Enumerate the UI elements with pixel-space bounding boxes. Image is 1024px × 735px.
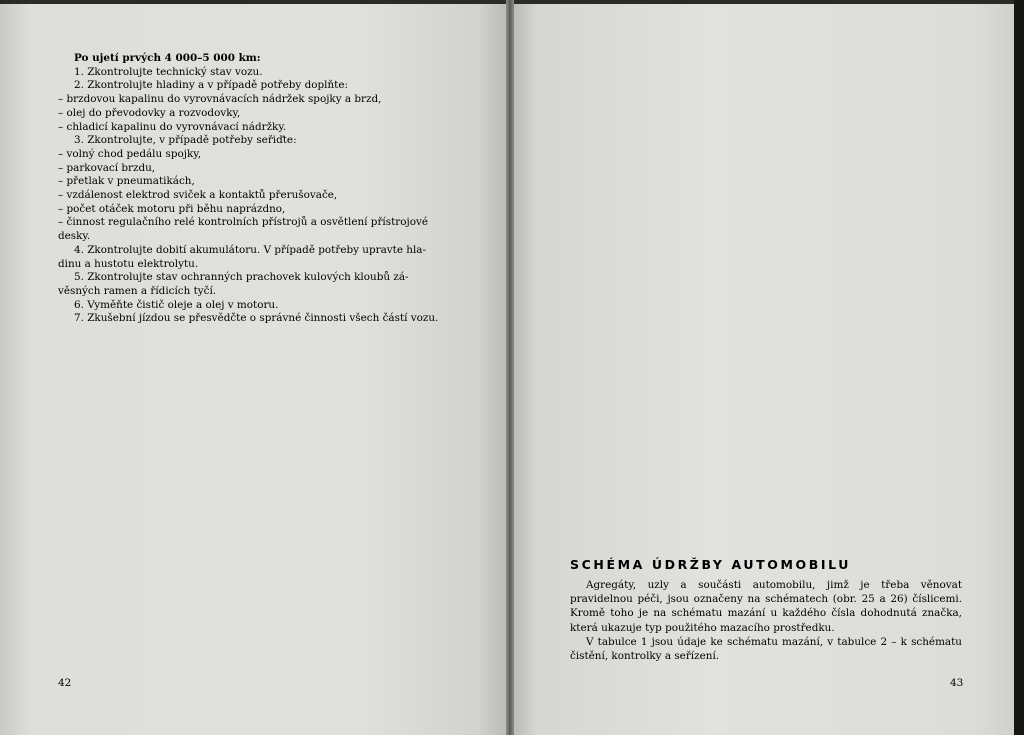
- maintenance-checklist: [58, 52, 468, 326]
- checklist-line: 1. Zkontrolujte technický stav vozu.: [74, 65, 263, 78]
- checklist-heading: Po ujetí prvých 4 000–5 000 km:: [74, 52, 261, 64]
- section-body: [570, 578, 962, 663]
- section-title: SCHÉMA ÚDRŽBY AUTOMOBILU: [570, 557, 852, 572]
- checklist-line: věsných ramen a řídicích tyčí.: [58, 284, 217, 297]
- checklist-line: – vzdálenost elektrod sviček a kontaktů přerušovače,: [58, 189, 338, 202]
- book-gutter: [506, 0, 514, 735]
- checklist-line: – olej do převodovky a rozvodovky,: [58, 106, 241, 119]
- checklist-line: – přetlak v pneumatikách,: [58, 175, 195, 188]
- section-paragraph: V tabulce 1 jsou údaje ke schématu mazání, v tabulce 2 – k schématu čistění, kontrolky a seřízení.: [570, 635, 962, 663]
- checklist-line: – činnost regulačního relé kontrolních přístrojů a osvětlení přístrojové: [58, 216, 428, 229]
- checklist-line: 6. Vyměňte čistič oleje a olej v motoru.: [74, 298, 279, 311]
- checklist-line: 5. Zkontrolujte stav ochranných prachovek kulových kloubů zá-: [74, 271, 409, 284]
- checklist-line: 4. Zkontrolujte dobití akumulátoru. V případě potřeby upravte hla-: [74, 243, 427, 256]
- page-number-left: 42: [58, 677, 72, 689]
- checklist-line: – chladicí kapalinu do vyrovnávací nádržky.: [58, 120, 287, 133]
- checklist-line: – počet otáček motoru při běhu naprázdno,: [58, 202, 286, 215]
- section-paragraph: Agregáty, uzly a součásti automobilu, jimž je třeba věnovat pravidelnou péči, jsou označeny na schématech (obr. 25 a 26) číslicemi. Kromě toho je na schématu mazání u každého čísla dohodnutá značka, která ukazuje typ použitého mazacího prostředku.: [570, 579, 962, 634]
- checklist-line: dinu a hustotu elektrolytu.: [58, 257, 199, 270]
- page-edge: [1014, 0, 1024, 735]
- checklist-line: 7. Zkušební jízdou se přesvědčte o správné činnosti všech částí vozu.: [74, 312, 439, 325]
- page-number-right: 43: [950, 677, 964, 689]
- checklist-line: desky.: [58, 230, 91, 243]
- checklist-line: 2. Zkontrolujte hladiny a v případě potřeby doplňte:: [74, 79, 348, 92]
- checklist-line: – brzdovou kapalinu do vyrovnávacích nádržek spojky a brzd,: [58, 93, 382, 106]
- checklist-line: – volný chod pedálu spojky,: [58, 147, 202, 160]
- checklist-line: 3. Zkontrolujte, v případě potřeby seřiďte:: [74, 134, 297, 147]
- checklist-line: – parkovací brzdu,: [58, 161, 156, 174]
